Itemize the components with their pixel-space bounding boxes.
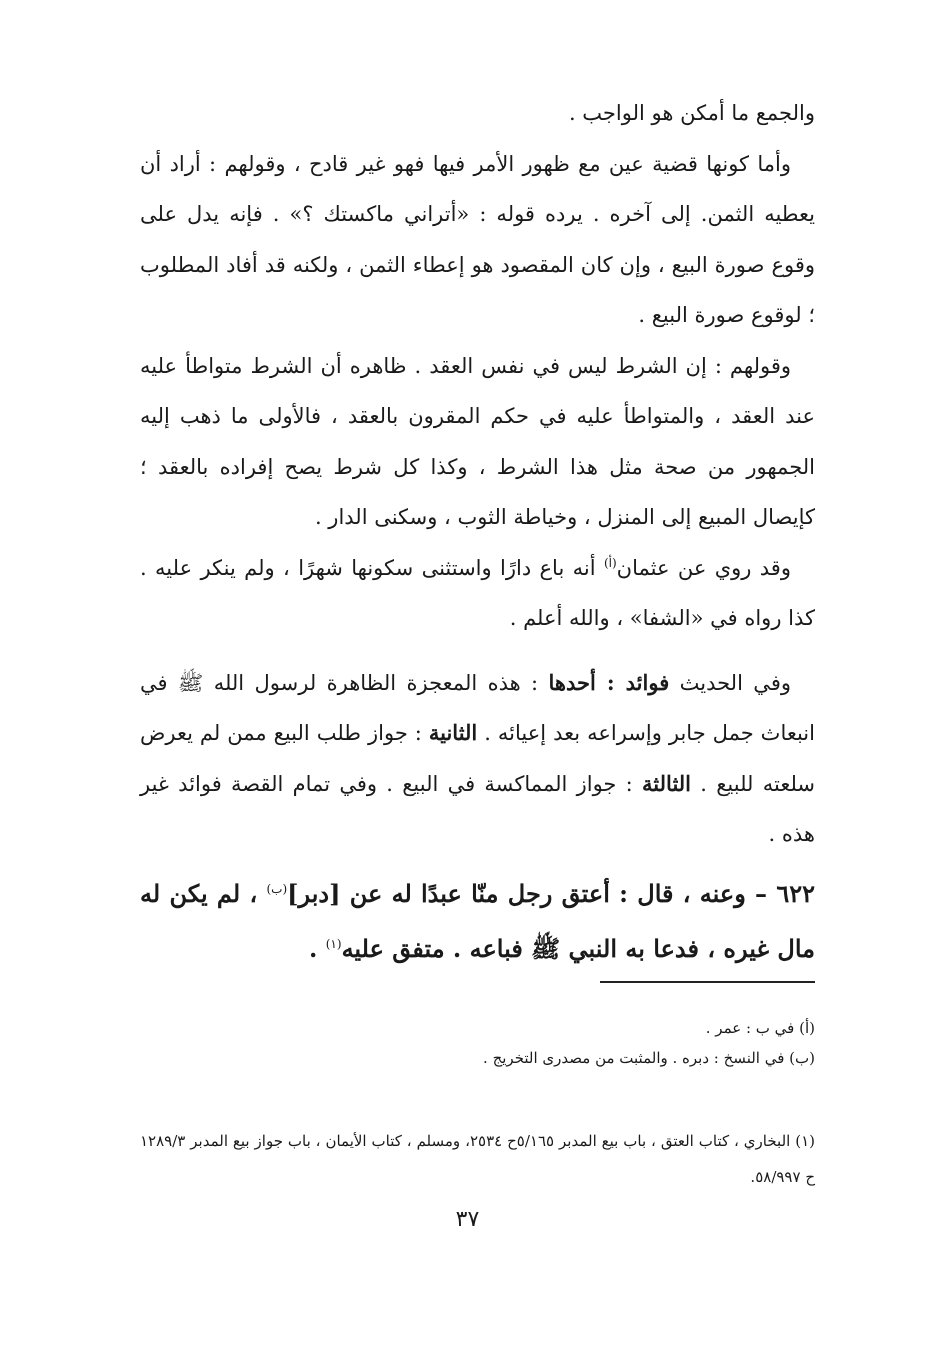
footnote-ba: (ب) في النسخ : دبره . والمثبت من مصدرى التخريج .: [483, 1049, 815, 1067]
footnote-divider: [600, 981, 815, 983]
paragraph-5-bold-1: فوائد : أحدها: [548, 669, 670, 695]
paragraph-4: [140, 543, 815, 644]
hadith-text-b: ، لم يكن له مال غيره ، فدعا به النبي ﷺ فباعه . متفق عليه: [140, 878, 815, 963]
hadith-text-a: ٦٢٢ – وعنه ، قال : أعتق رجل منّا عبدًا له عن [دبر]: [287, 878, 815, 908]
paragraph-2: وأما كونها قضية عين مع ظهور الأمر فيها فهو غير قادح ، وقولهم : أراد أن يعطيه الثمن. إلى آخره . يرده قوله : «أتراني ماكستك ؟» . فإنه يدل على وقوع صورة البيع ، وإن كان المقصود هو إعطاء الثمن ، ولكنه قد أفاد المطلوب ؛ لوقوع صورة البيع .: [140, 151, 815, 327]
footnote-marker-b: (ب): [266, 881, 288, 896]
paragraph-1: والجمع ما أمكن هو الواجب .: [568, 101, 815, 125]
paragraph-5-text-a: وفي الحديث: [669, 670, 791, 695]
hadith-text-c: .: [309, 933, 326, 963]
hadith-622: [140, 866, 815, 976]
paragraph-3: وقولهم : إن الشرط ليس في نفس العقد . ظاهره أن الشرط متواطأ عليه عند العقد ، والمتواطأ عليه في حكم المقرون بالعقد ، فالأولى ما ذهب إليه الجمهور من صحة مثل هذا الشرط ، وكذا كل شرط يصح إفراده بالعقد ؛ كإيصال المبيع إلى المنزل ، وخياطة الثوب ، وسكنى الدار .: [140, 353, 815, 529]
paragraph-5-bold-3: الثالثة: [642, 770, 692, 796]
paragraph-4-text-b: أنه باع دارًا واستثنى سكونها شهرًا ، ولم ينكر عليه . كذا رواه في «الشفا» ، والله أعلم .: [140, 555, 815, 630]
paragraph-gap: [140, 644, 815, 658]
paragraph-4-text-a: وقد روي عن عثمان: [616, 555, 791, 580]
paragraph-5-text-c: : هذه المعجزة الظاهرة لرسول الله ﷺ في انبعاث جمل جابر وإسراعه بعد إعيائه .: [140, 670, 815, 745]
paragraph-5-text-e: : جواز المماكسة في البيع . وفي تمام القصة فوائد غير هذه .: [140, 771, 815, 846]
footnote-marker-1: (١): [325, 936, 342, 951]
page-number: ٣٧: [455, 1207, 480, 1232]
footnotes-sources: [140, 1123, 815, 1195]
footnotes-variants: [140, 1013, 815, 1073]
footnote-1: (١) البخاري ، كتاب العتق ، باب بيع المدبر ٥/١٦٥ح ٢٥٣٤، ومسلم ، كتاب الأيمان ، باب جواز بيع المدبر ١٢٨٩/٣ ح ٥٨/٩٩٧.: [140, 1132, 816, 1186]
paragraph-5-text-d: : جواز طلب البيع ممن لم يعرض سلعته للبيع .: [140, 721, 816, 796]
paragraph-5-bold-2: الثانية: [428, 720, 478, 745]
footnote-alef: (أ) في ب : عمر .: [705, 1019, 815, 1037]
paragraph-5: [140, 658, 815, 860]
page-content: [140, 88, 815, 976]
footnote-marker-a: (أ): [603, 555, 617, 570]
body-text: [140, 88, 815, 860]
